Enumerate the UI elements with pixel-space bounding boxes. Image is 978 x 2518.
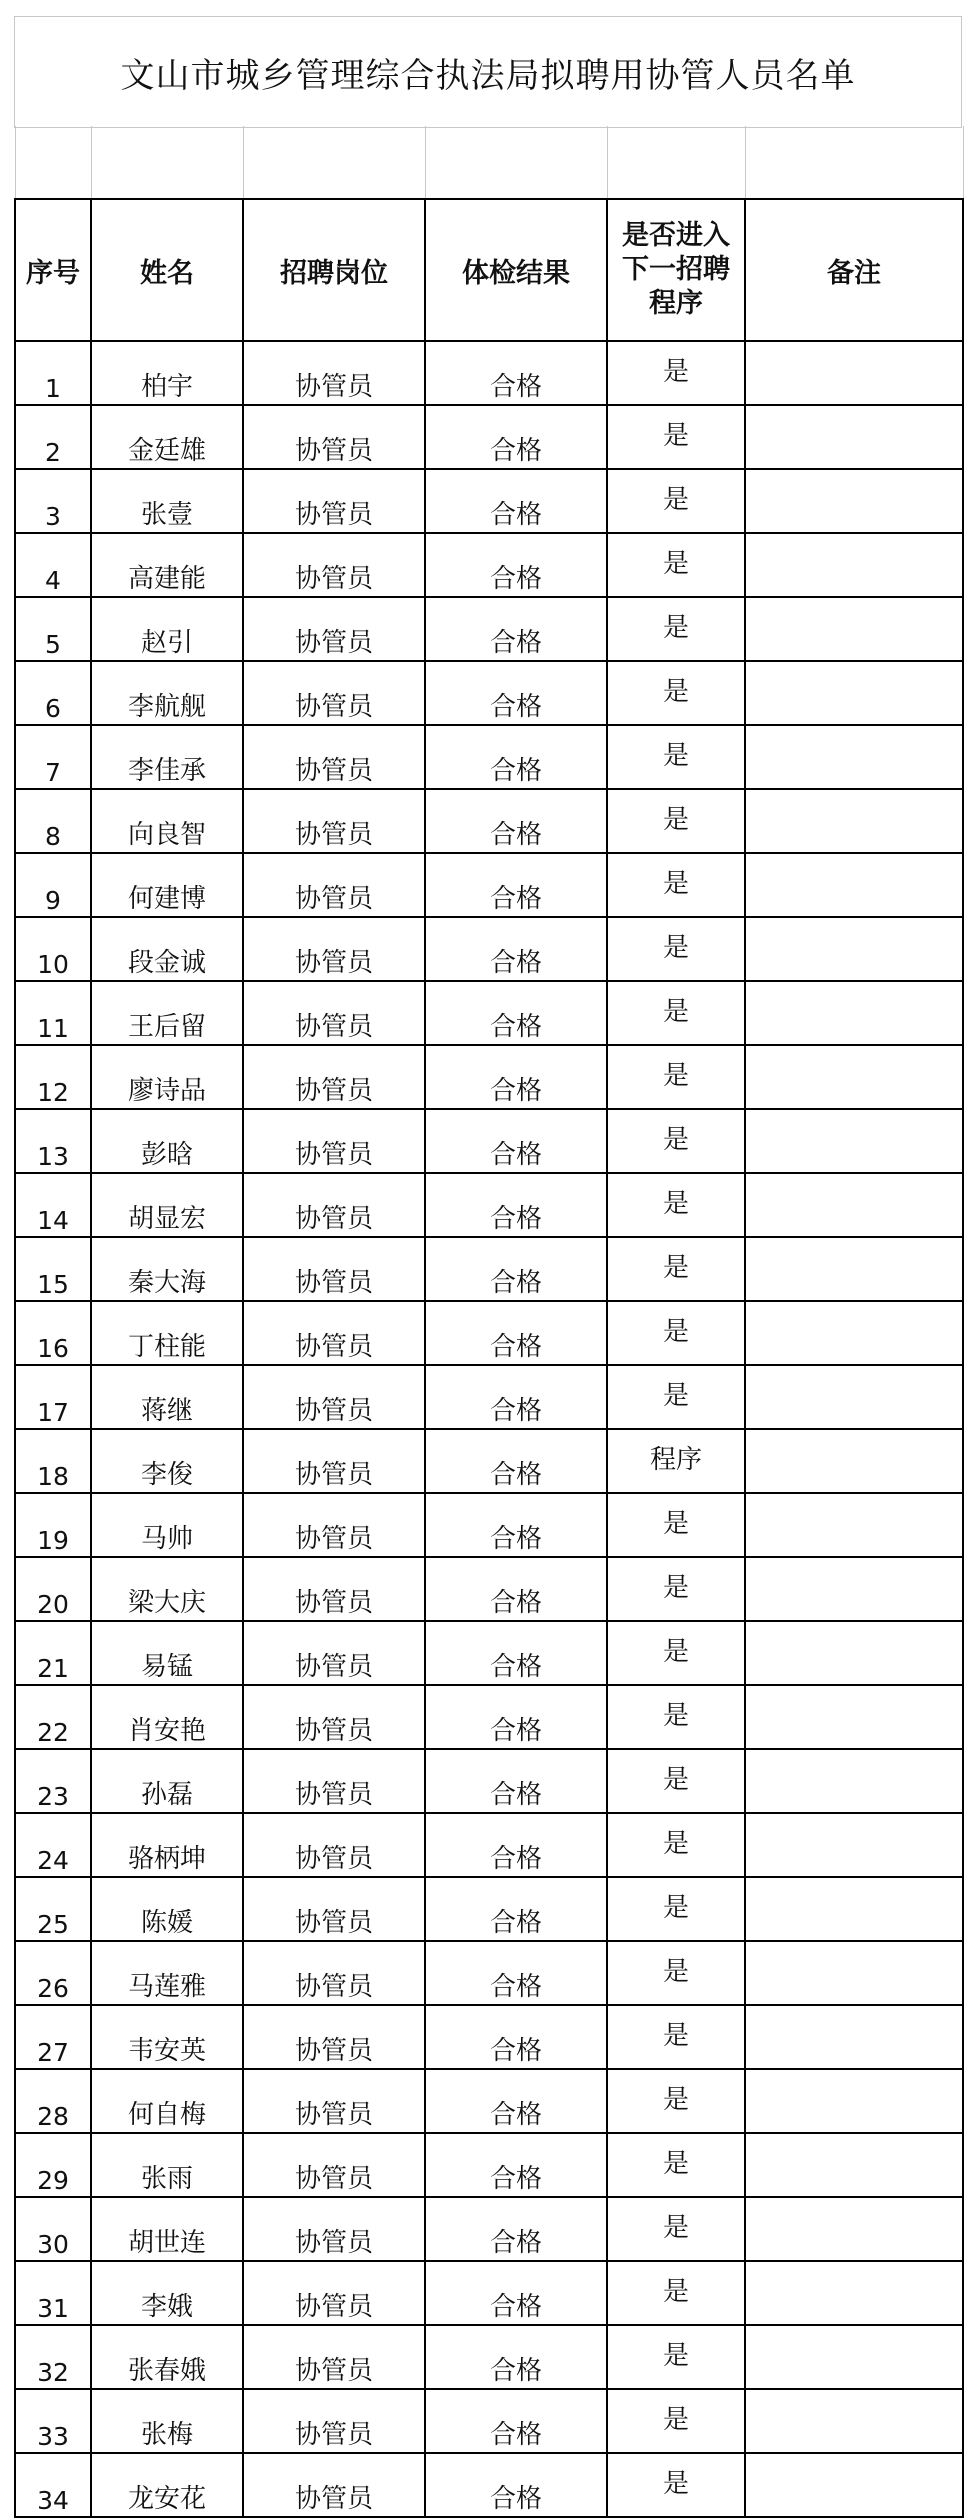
cell-remark — [745, 469, 963, 533]
cell-remark — [745, 1045, 963, 1109]
cell-position: 协管员 — [243, 981, 425, 1045]
table-row — [15, 2069, 963, 2133]
cell-name: 王后留 — [91, 981, 243, 1045]
cell-exam: 合格 — [425, 661, 607, 725]
cell-next: 是 — [607, 1365, 745, 1429]
cell-seq: 11 — [15, 981, 91, 1045]
cell-name: 韦安英 — [91, 2005, 243, 2069]
cell-seq: 16 — [15, 1301, 91, 1365]
cell-exam: 合格 — [425, 853, 607, 917]
cell-next: 是 — [607, 1813, 745, 1877]
cell-exam: 合格 — [425, 405, 607, 469]
cell-seq: 9 — [15, 853, 91, 917]
cell-next: 是 — [607, 469, 745, 533]
table-row — [15, 1941, 963, 2005]
cell-next: 是 — [607, 981, 745, 1045]
cell-position: 协管员 — [243, 597, 425, 661]
cell-name: 何建博 — [91, 853, 243, 917]
header-next-line3: 程序 — [649, 288, 703, 319]
cell-exam: 合格 — [425, 1621, 607, 1685]
cell-name: 张壹 — [91, 469, 243, 533]
cell-name: 李佳承 — [91, 725, 243, 789]
cell-position: 协管员 — [243, 2389, 425, 2453]
cell-seq: 14 — [15, 1173, 91, 1237]
cell-position: 协管员 — [243, 2069, 425, 2133]
header-next — [607, 199, 745, 341]
cell-remark — [745, 1813, 963, 1877]
blank-cell — [745, 126, 963, 199]
cell-position: 协管员 — [243, 2453, 425, 2517]
cell-seq: 3 — [15, 469, 91, 533]
cell-position: 协管员 — [243, 2133, 425, 2197]
table-row — [15, 725, 963, 789]
cell-seq: 32 — [15, 2325, 91, 2389]
cell-position: 协管员 — [243, 789, 425, 853]
table-row — [15, 1173, 963, 1237]
cell-position: 协管员 — [243, 1685, 425, 1749]
table-row — [15, 1877, 963, 1941]
table-row — [15, 1493, 963, 1557]
cell-seq: 7 — [15, 725, 91, 789]
header-name: 姓名 — [91, 199, 243, 341]
cell-position: 协管员 — [243, 1493, 425, 1557]
cell-remark — [745, 1365, 963, 1429]
table-row — [15, 2005, 963, 2069]
cell-position: 协管员 — [243, 2261, 425, 2325]
cell-remark — [745, 2325, 963, 2389]
cell-seq: 22 — [15, 1685, 91, 1749]
blank-cell — [607, 126, 745, 199]
cell-seq: 13 — [15, 1109, 91, 1173]
cell-remark — [745, 661, 963, 725]
blank-row — [15, 126, 963, 199]
cell-next: 是 — [607, 2069, 745, 2133]
table-row — [15, 2453, 963, 2517]
table-row — [15, 1813, 963, 1877]
cell-position: 协管员 — [243, 1109, 425, 1173]
cell-next: 是 — [607, 661, 745, 725]
cell-name: 马帅 — [91, 1493, 243, 1557]
cell-next: 是 — [607, 1621, 745, 1685]
table-row — [15, 917, 963, 981]
table-row — [15, 341, 963, 405]
table-row — [15, 853, 963, 917]
cell-next: 是 — [607, 2325, 745, 2389]
cell-name: 蒋继 — [91, 1365, 243, 1429]
cell-remark — [745, 917, 963, 981]
cell-exam: 合格 — [425, 1109, 607, 1173]
cell-remark — [745, 1301, 963, 1365]
cell-seq: 6 — [15, 661, 91, 725]
cell-exam: 合格 — [425, 469, 607, 533]
cell-next: 是 — [607, 2005, 745, 2069]
cell-position: 协管员 — [243, 1813, 425, 1877]
table-row — [15, 597, 963, 661]
header-next-line2: 下一招聘 — [622, 254, 730, 285]
cell-next: 是 — [607, 1877, 745, 1941]
cell-name: 张春娥 — [91, 2325, 243, 2389]
cell-exam: 合格 — [425, 2133, 607, 2197]
cell-seq: 1 — [15, 341, 91, 405]
cell-next: 是 — [607, 341, 745, 405]
cell-exam: 合格 — [425, 1941, 607, 2005]
cell-next: 是 — [607, 597, 745, 661]
cell-seq: 4 — [15, 533, 91, 597]
cell-position: 协管员 — [243, 853, 425, 917]
table-row — [15, 1045, 963, 1109]
cell-name: 易锰 — [91, 1621, 243, 1685]
cell-next: 是 — [607, 1493, 745, 1557]
cell-position: 协管员 — [243, 2005, 425, 2069]
cell-seq: 8 — [15, 789, 91, 853]
cell-name: 金廷雄 — [91, 405, 243, 469]
header-exam: 体检结果 — [425, 199, 607, 341]
cell-position: 协管员 — [243, 1365, 425, 1429]
cell-next: 是 — [607, 917, 745, 981]
table-row — [15, 661, 963, 725]
cell-position: 协管员 — [243, 1749, 425, 1813]
cell-exam: 合格 — [425, 1237, 607, 1301]
cell-seq: 34 — [15, 2453, 91, 2517]
cell-name: 骆柄坤 — [91, 1813, 243, 1877]
cell-seq: 33 — [15, 2389, 91, 2453]
cell-name: 李航舰 — [91, 661, 243, 725]
table-row — [15, 469, 963, 533]
cell-exam: 合格 — [425, 1173, 607, 1237]
cell-name: 孙磊 — [91, 1749, 243, 1813]
blank-cell — [91, 126, 243, 199]
cell-position: 协管员 — [243, 917, 425, 981]
cell-name: 秦大海 — [91, 1237, 243, 1301]
table-row — [15, 1109, 963, 1173]
cell-exam: 合格 — [425, 981, 607, 1045]
cell-seq: 28 — [15, 2069, 91, 2133]
cell-name: 廖诗品 — [91, 1045, 243, 1109]
cell-next: 是 — [607, 1301, 745, 1365]
cell-remark — [745, 1237, 963, 1301]
blank-cell — [15, 126, 91, 199]
cell-exam: 合格 — [425, 1557, 607, 1621]
cell-position: 协管员 — [243, 1237, 425, 1301]
cell-name: 何自梅 — [91, 2069, 243, 2133]
cell-exam: 合格 — [425, 1493, 607, 1557]
cell-seq: 29 — [15, 2133, 91, 2197]
cell-position: 协管员 — [243, 2325, 425, 2389]
header-seq: 序号 — [15, 199, 91, 341]
spreadsheet — [14, 16, 962, 2515]
cell-next: 是 — [607, 405, 745, 469]
cell-remark — [745, 2389, 963, 2453]
header-position: 招聘岗位 — [243, 199, 425, 341]
cell-exam: 合格 — [425, 789, 607, 853]
table-row — [15, 533, 963, 597]
cell-next: 是 — [607, 2133, 745, 2197]
cell-remark — [745, 1685, 963, 1749]
cell-remark — [745, 2197, 963, 2261]
cell-remark — [745, 981, 963, 1045]
cell-next: 是 — [607, 2389, 745, 2453]
cell-exam: 合格 — [425, 2005, 607, 2069]
cell-remark — [745, 2261, 963, 2325]
cell-name: 陈媛 — [91, 1877, 243, 1941]
cell-exam: 合格 — [425, 1301, 607, 1365]
table-row — [15, 789, 963, 853]
cell-seq: 17 — [15, 1365, 91, 1429]
cell-exam: 合格 — [425, 341, 607, 405]
blank-cell — [425, 126, 607, 199]
table-row — [15, 1621, 963, 1685]
table-row — [15, 1365, 963, 1429]
cell-name: 李娥 — [91, 2261, 243, 2325]
cell-name: 李俊 — [91, 1429, 243, 1493]
cell-exam: 合格 — [425, 725, 607, 789]
cell-name: 肖安艳 — [91, 1685, 243, 1749]
cell-remark — [745, 1621, 963, 1685]
cell-seq: 12 — [15, 1045, 91, 1109]
table-row — [15, 2133, 963, 2197]
table-row — [15, 1749, 963, 1813]
sheet-title: 文山市城乡管理综合执法局拟聘用协管人员名单 — [14, 16, 962, 128]
cell-next: 是 — [607, 1685, 745, 1749]
cell-name: 马莲雅 — [91, 1941, 243, 2005]
cell-next: 是 — [607, 725, 745, 789]
cell-position: 协管员 — [243, 1173, 425, 1237]
cell-remark — [745, 2453, 963, 2517]
cell-next: 是 — [607, 533, 745, 597]
cell-remark — [745, 1941, 963, 2005]
header-next-line1: 是否进入 — [622, 220, 730, 251]
personnel-table — [14, 126, 964, 2518]
cell-seq: 19 — [15, 1493, 91, 1557]
cell-remark — [745, 2005, 963, 2069]
header-remark: 备注 — [745, 199, 963, 341]
cell-next: 程序 — [607, 1429, 745, 1493]
table-row — [15, 1429, 963, 1493]
cell-name: 张梅 — [91, 2389, 243, 2453]
cell-position: 协管员 — [243, 341, 425, 405]
cell-name: 段金诚 — [91, 917, 243, 981]
cell-position: 协管员 — [243, 405, 425, 469]
cell-seq: 23 — [15, 1749, 91, 1813]
table-row — [15, 405, 963, 469]
cell-name: 梁大庆 — [91, 1557, 243, 1621]
cell-position: 协管员 — [243, 1301, 425, 1365]
cell-remark — [745, 405, 963, 469]
cell-position: 协管员 — [243, 1045, 425, 1109]
cell-remark — [745, 1749, 963, 1813]
cell-position: 协管员 — [243, 1877, 425, 1941]
table-row — [15, 2197, 963, 2261]
table-row — [15, 1685, 963, 1749]
table-row — [15, 1237, 963, 1301]
cell-next: 是 — [607, 1237, 745, 1301]
cell-next: 是 — [607, 2261, 745, 2325]
cell-seq: 30 — [15, 2197, 91, 2261]
cell-next: 是 — [607, 1109, 745, 1173]
cell-seq: 15 — [15, 1237, 91, 1301]
cell-remark — [745, 1557, 963, 1621]
cell-name: 高建能 — [91, 533, 243, 597]
cell-remark — [745, 1173, 963, 1237]
cell-next: 是 — [607, 853, 745, 917]
cell-exam: 合格 — [425, 1877, 607, 1941]
table-row — [15, 2389, 963, 2453]
cell-next: 是 — [607, 1557, 745, 1621]
cell-remark — [745, 853, 963, 917]
table-row — [15, 1301, 963, 1365]
cell-exam: 合格 — [425, 1813, 607, 1877]
cell-name: 龙安花 — [91, 2453, 243, 2517]
cell-exam: 合格 — [425, 533, 607, 597]
cell-position: 协管员 — [243, 1621, 425, 1685]
cell-next: 是 — [607, 2197, 745, 2261]
cell-remark — [745, 2069, 963, 2133]
cell-exam: 合格 — [425, 1429, 607, 1493]
cell-name: 胡世连 — [91, 2197, 243, 2261]
cell-remark — [745, 2133, 963, 2197]
cell-seq: 10 — [15, 917, 91, 981]
cell-name: 赵引 — [91, 597, 243, 661]
cell-name: 彭晗 — [91, 1109, 243, 1173]
cell-position: 协管员 — [243, 469, 425, 533]
cell-position: 协管员 — [243, 661, 425, 725]
table-row — [15, 1557, 963, 1621]
cell-seq: 20 — [15, 1557, 91, 1621]
cell-position: 协管员 — [243, 2197, 425, 2261]
header-row — [15, 199, 963, 341]
cell-position: 协管员 — [243, 725, 425, 789]
cell-exam: 合格 — [425, 2197, 607, 2261]
cell-seq: 25 — [15, 1877, 91, 1941]
cell-exam: 合格 — [425, 597, 607, 661]
cell-remark — [745, 597, 963, 661]
table-row — [15, 981, 963, 1045]
cell-next: 是 — [607, 1941, 745, 2005]
cell-position: 协管员 — [243, 533, 425, 597]
cell-remark — [745, 789, 963, 853]
cell-seq: 31 — [15, 2261, 91, 2325]
cell-seq: 5 — [15, 597, 91, 661]
cell-position: 协管员 — [243, 1429, 425, 1493]
cell-seq: 21 — [15, 1621, 91, 1685]
cell-seq: 24 — [15, 1813, 91, 1877]
cell-remark — [745, 1109, 963, 1173]
blank-cell — [243, 126, 425, 199]
cell-exam: 合格 — [425, 1685, 607, 1749]
cell-exam: 合格 — [425, 2261, 607, 2325]
cell-remark — [745, 1493, 963, 1557]
cell-exam: 合格 — [425, 917, 607, 981]
cell-exam: 合格 — [425, 2389, 607, 2453]
cell-remark — [745, 1429, 963, 1493]
cell-remark — [745, 725, 963, 789]
cell-next: 是 — [607, 1749, 745, 1813]
cell-remark — [745, 533, 963, 597]
table-row — [15, 2325, 963, 2389]
cell-remark — [745, 341, 963, 405]
cell-exam: 合格 — [425, 1749, 607, 1813]
cell-seq: 18 — [15, 1429, 91, 1493]
cell-name: 张雨 — [91, 2133, 243, 2197]
cell-position: 协管员 — [243, 1557, 425, 1621]
cell-next: 是 — [607, 789, 745, 853]
cell-exam: 合格 — [425, 2453, 607, 2517]
cell-name: 丁柱能 — [91, 1301, 243, 1365]
cell-seq: 27 — [15, 2005, 91, 2069]
cell-next: 是 — [607, 1045, 745, 1109]
cell-name: 柏宇 — [91, 341, 243, 405]
cell-position: 协管员 — [243, 1941, 425, 2005]
cell-exam: 合格 — [425, 1365, 607, 1429]
cell-next: 是 — [607, 2453, 745, 2517]
cell-exam: 合格 — [425, 2069, 607, 2133]
cell-name: 向良智 — [91, 789, 243, 853]
table-row — [15, 2261, 963, 2325]
cell-seq: 26 — [15, 1941, 91, 2005]
cell-exam: 合格 — [425, 1045, 607, 1109]
cell-seq: 2 — [15, 405, 91, 469]
cell-name: 胡显宏 — [91, 1173, 243, 1237]
cell-exam: 合格 — [425, 2325, 607, 2389]
cell-remark — [745, 1877, 963, 1941]
cell-next: 是 — [607, 1173, 745, 1237]
